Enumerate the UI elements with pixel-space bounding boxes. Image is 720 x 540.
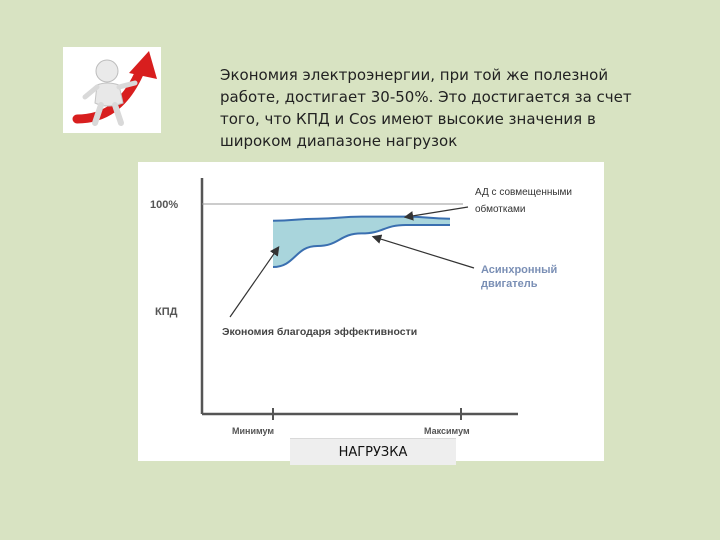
area-pointer xyxy=(230,248,278,317)
y-tick-100: 100% xyxy=(150,199,179,211)
efficiency-chart xyxy=(138,162,604,461)
slide-text-line-2: работе, достигает 30-50%. Это достигается за счет xyxy=(220,88,632,106)
x-tick-min: Минимум xyxy=(232,426,275,436)
slide-text xyxy=(220,64,632,152)
x-tick-max: Максимум xyxy=(424,426,470,436)
upper-curve-label-line-2: обмотками xyxy=(475,204,526,215)
efficiency-chart-svg xyxy=(138,162,604,461)
area-label: Экономия благодаря эффективности xyxy=(222,326,418,338)
x-axis-label: НАГРУЗКА xyxy=(290,438,456,465)
slide-text-line-4: широком диапазоне нагрузок xyxy=(220,132,458,150)
slide-text-line-1: Экономия электроэнергии, при той же полезной xyxy=(220,66,609,84)
upper-curve-pointer xyxy=(406,207,468,217)
logo-person-arrow-icon xyxy=(63,47,161,133)
y-axis-label: КПД xyxy=(155,306,178,318)
slide-text-line-3: того, что КПД и Cos имеют высокие значения в xyxy=(220,110,596,128)
lower-curve-label-line-1: Асинхронный xyxy=(481,264,558,276)
upper-curve-label-line-1: АД с совмещенными xyxy=(475,187,573,198)
lower-curve-pointer xyxy=(374,237,474,268)
lower-curve-label-line-2: двигатель xyxy=(481,278,538,290)
